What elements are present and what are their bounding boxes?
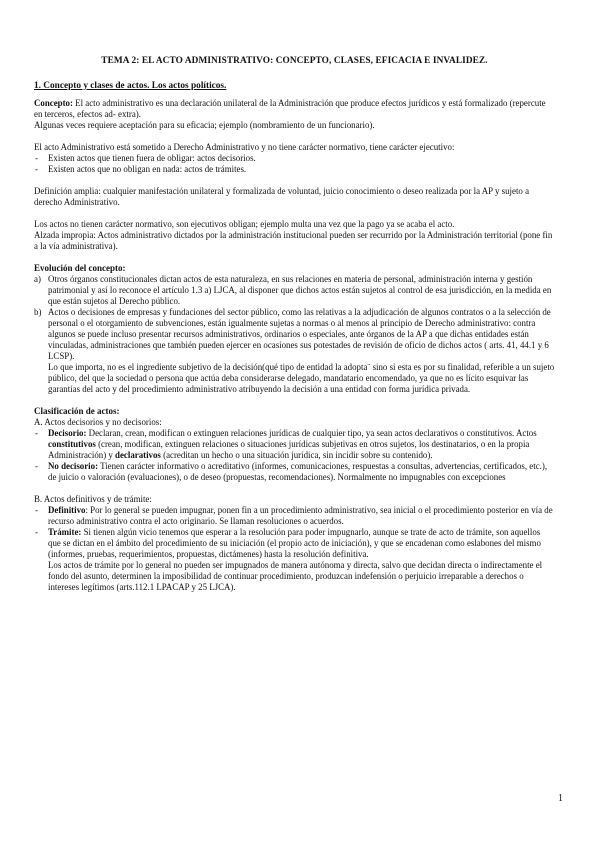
decisorio-text: (crean, modifican, extinguen relaciones o situaciones jurídicas subjetivas en otros sujetos, los destinatarios, o en la propia Administración) y	[48, 439, 530, 460]
clasificacion-heading: Clasificación de actos:	[34, 406, 120, 416]
list-item	[34, 307, 555, 362]
definicion-block	[34, 186, 555, 208]
definitivo-label: Definitivo	[48, 505, 86, 515]
list-marker: a)	[34, 274, 41, 284]
evolucion-heading: Evolución del concepto:	[34, 263, 126, 273]
declarativos-term: declarativos	[115, 450, 161, 460]
decisorio-text: (acreditan un hecho o una situación jurídica, sin incidir sobre su contenido).	[160, 450, 433, 460]
list-marker: b)	[34, 307, 42, 317]
list-item-text: Otros órganos constitucionales dictan actos de esta naturaleza, en sus relaciones en materia de personal, administración interna y gestión patrimonial y así lo reconoce el artículo 1.3 a) LJCA, al disponer que dichos actos están sujetos al control de esa jurisdicción, en la medida en que están sujetos al Derecho público.	[48, 274, 552, 306]
no-normativo-line1: Los actos no tienen carácter normativo, son ejecutivos obligan; ejemplo multa una vez que la pago ya se acaba el acto.	[34, 219, 455, 229]
tramite-text: Si tienen algún vicio tenemos que esperar a la resolución para poder impugnarlo, aunque se trate de acto de trámite, son aquellos que se dictan en el ámbito del procedimiento de su iniciación (el propio acto de iniciación), y que se encadenan como eslabones del mismo (informes, pruebas, requerimientos, propuestas, dictámenes) hasta la resolución definitiva.	[48, 527, 541, 559]
group-a-title: A. Actos decisorios y no decisorios:	[34, 417, 162, 427]
list-item-text: Actos o decisiones de empresas y fundaciones del sector público, como las relativas a la adjudicación de algunos contratos o a la selección de personal o el otorgamiento de subvenciones, están igualmente sujetas a normas o al menos al principio de Derecho administrativo: contra algunos se puede incluso presentar recursos administrativos, ordinarios o especiales, ante órganos de la AP a que dichas entidades están vinculadas, administraciones que también pueden ejercer en ocasiones sus potestades de revisión de oficio de dichos actos ( arts. 41, 44.1 y 6 LCSP).	[48, 307, 551, 361]
group-b-title: B. Actos definitivos y de trámite:	[34, 494, 152, 504]
list-item: - Existen actos que tienen fuera de obligar: actos decisorios.	[34, 153, 555, 164]
list-item	[34, 428, 555, 461]
alzada-impropia-paragraph: Alzada impropia: Actos administrativo dictados por la administración institucional pueden ser recurrido por la Administración territorial (pone fin a la vía administrativa).	[34, 230, 553, 251]
concepto-paragraph	[34, 98, 555, 120]
document-title: TEMA 2: EL ACTO ADMINISTRATIVO: CONCEPTO, CLASES, EFICACIA E INVALIDEZ.	[101, 56, 488, 66]
definitivo-text: : Por lo general se pueden impugnar, ponen fin a un procedimiento administrativo, sea inicial o el procedimiento posterior en vía de recurso administrativo contra el acto originario. Se llaman resoluciones o acuerdos.	[48, 505, 553, 526]
no-decisorio-text: Tienen carácter informativo o acreditativo (informes, comunicaciones, respuestas a consultas, advertencias, certificados, etc.), de juicio o valoración (evaluaciones), o de deseo (propuestas, recomendaciones). Normalmente no impugnables con excepciones	[48, 461, 548, 482]
list-item: - Existen actos que no obligan en nada: actos de trámites.	[34, 164, 555, 175]
list-item	[34, 461, 555, 483]
tramite-continuation: Los actos de trámite por lo general no pueden ser impugnados de manera autónoma y directa, salvo que decidan directa o indirectamente el fondo del asunto, determinen la imposibilidad de continuar procedimiento, produzcan indefensión o perjuicio irreparable a derechos o intereses legítimos (arts.112.1 LPACAP y 25 LJCA).	[48, 560, 543, 592]
decisorio-label: Decisorio:	[48, 428, 87, 438]
sometido-intro: El acto Administrativo está sometido a Derecho Administrativo y no tiene carácter normativo, tiene carácter ejecutivo:	[34, 142, 455, 152]
group-a-list	[34, 428, 555, 483]
clasificacion-block	[34, 406, 555, 483]
list-item	[34, 274, 555, 307]
concepto-line2: Algunas veces requiere aceptación para su eficacia; ejemplo (nombramiento de un funcionario).	[34, 120, 375, 130]
concepto-text: El acto administrativo es una declaración unilateral de la Administración que produce efectos jurídicos y está formalizado (repercute en terceros, efectos ad- extra).	[34, 98, 546, 119]
evolucion-continuation: Lo que importa, no es el ingrediente subjetivo de la decisión(qué tipo de entidad la adopta¨ sino si esta es por su finalidad, referible a un sujeto público, del que la sociedad o persona que actúa deba considerarse delegado, mandatario encomendado, ya que no es lícito esquivar las garantías del acto y del procedimiento administrativo atribuyendo la decisión a una entidad con forma jurídica privada.	[48, 362, 555, 394]
constitutivos-term: constitutivos	[48, 439, 96, 449]
no-normativo-block	[34, 219, 555, 252]
sometido-block	[34, 142, 555, 175]
decisorio-text: Declaran, crean, modifican o extinguen relaciones jurídicas de cualquier tipo, ya sean actos declarativos o constitutivos. Actos	[86, 428, 537, 438]
page-number: 1	[558, 793, 563, 804]
section-heading-concepto: 1. Concepto y clases de actos. Los actos políticos.	[34, 81, 227, 91]
group-b-block	[34, 494, 555, 593]
evolucion-block	[34, 263, 555, 395]
concepto-label: Concepto:	[34, 98, 73, 108]
no-decisorio-label: No decisorio:	[48, 461, 99, 471]
evolucion-list	[34, 274, 555, 362]
group-b-list	[34, 505, 555, 560]
concepto-block	[34, 98, 555, 131]
definicion-paragraph: Definición amplia: cualquier manifestación unilateral y formalizada de voluntad, juicio conocimiento o deseo realizada por la AP y sujeto a derecho Administrativo.	[34, 186, 530, 207]
sometido-list	[34, 153, 555, 175]
list-item	[34, 505, 555, 527]
tramite-label: Trámite:	[48, 527, 82, 537]
list-item	[34, 527, 555, 560]
